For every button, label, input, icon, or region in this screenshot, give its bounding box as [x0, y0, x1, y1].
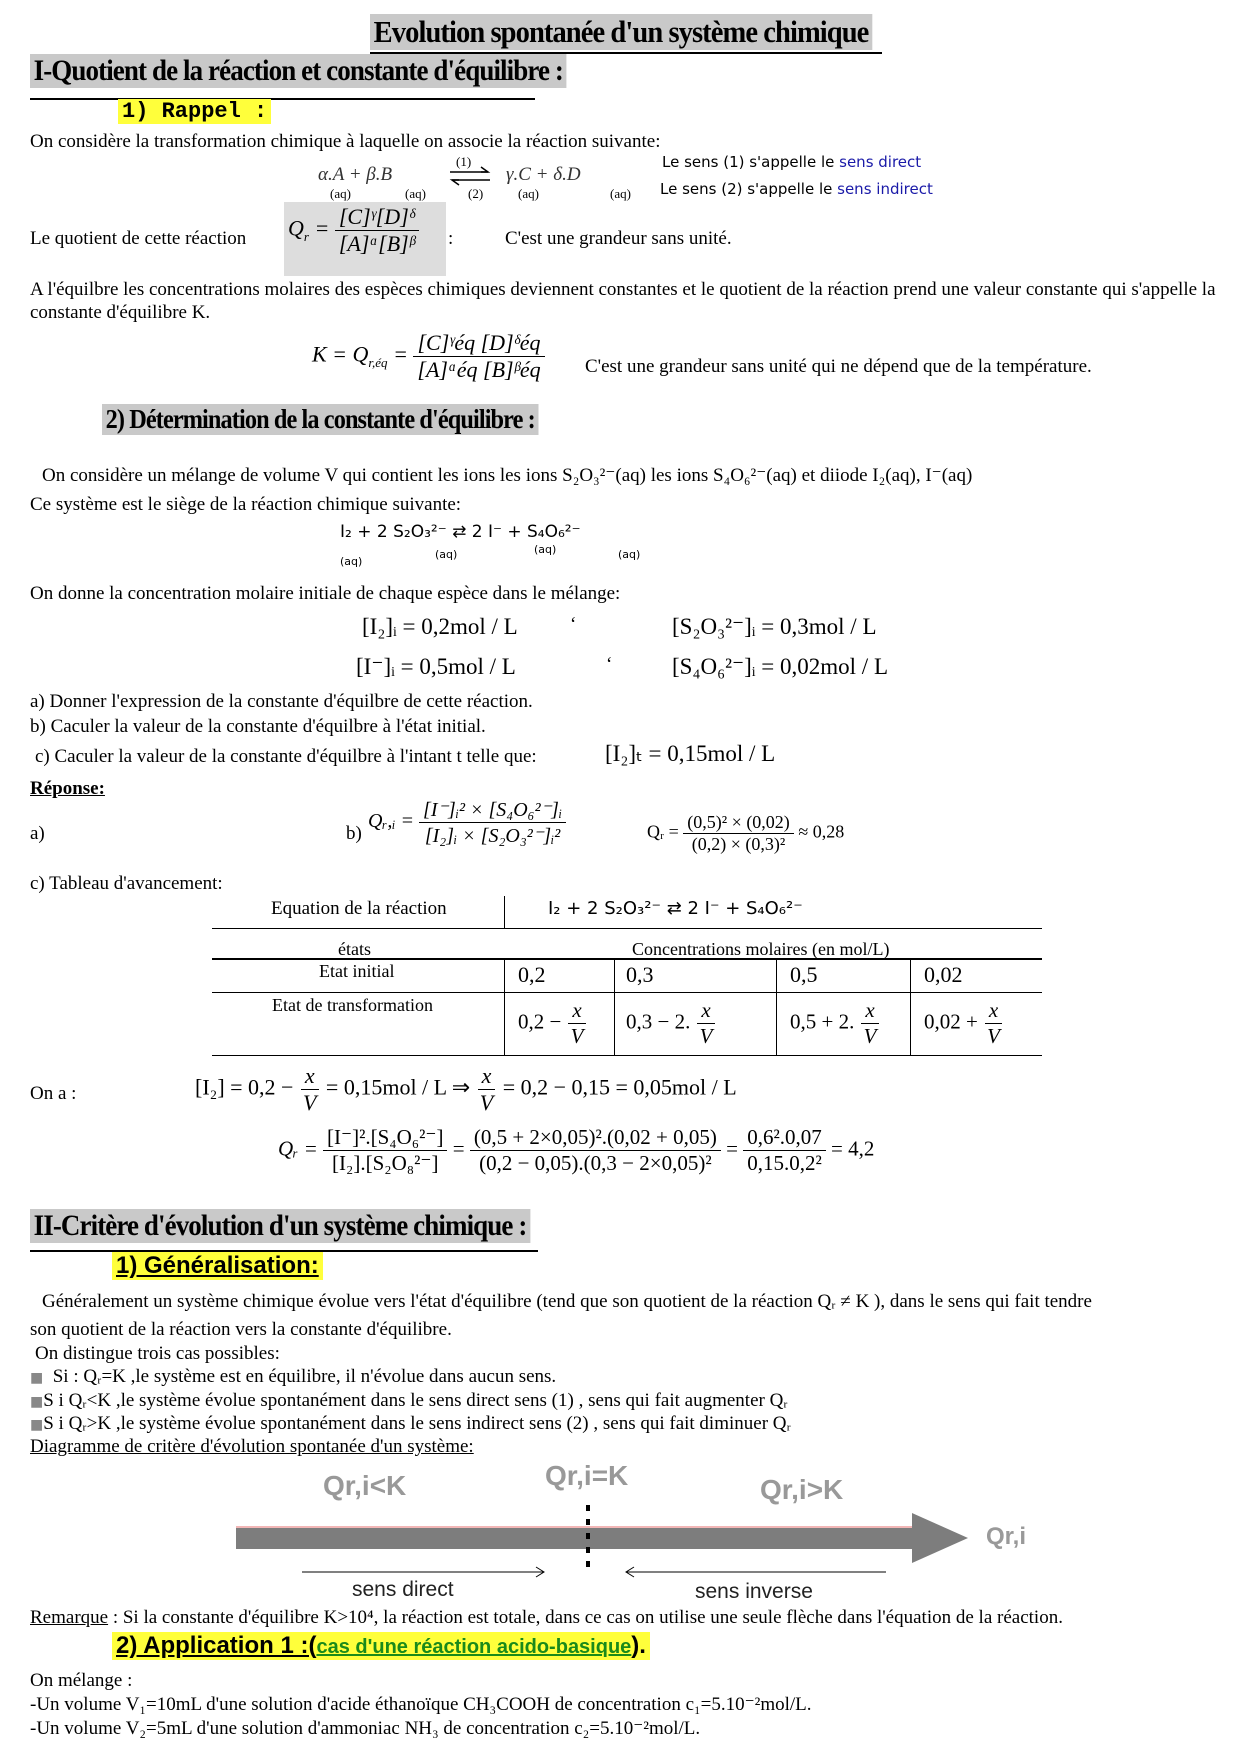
table-cell-r2-c3: 0,5 + 2. $\frac{x}{V}$: [790, 998, 880, 1049]
gen-text-2: son quotient de la réaction vers la constante d'équilibre.: [30, 1319, 452, 1340]
arrow-top-label: (1): [456, 154, 472, 169]
app-mix: On mélange :: [30, 1670, 133, 1691]
conc-i2: [I₂]ᵢ = 0,2mol / L: [362, 614, 518, 639]
app-v2: -Un volume V₂=5mL d'une solution d'ammoniac NH₃ de concentration c₂=5.10⁻²mol/L.: [30, 1718, 701, 1739]
conc-i-: [I⁻]ᵢ = 0,5mol / L: [356, 654, 516, 679]
quotient-label: Le quotient de cette réaction: [30, 228, 247, 249]
table-cell-r2-c1: 0,2 − $\frac{x}{V}$: [518, 998, 587, 1049]
system-text: Ce système est le siège de la réaction chimique suivante:: [30, 494, 462, 515]
bullet-icon: ■: [30, 1370, 44, 1386]
reponse-label: Réponse:: [30, 778, 105, 799]
table-eq-divider: [504, 896, 505, 928]
table-equation: I₂ + 2 S₂O₃²⁻ ⇄ 2 I⁻ + S₄O₆²⁻: [548, 898, 803, 919]
conc-intro: On donne la concentration molaire initiale de chaque espèce dans le mélange:: [30, 583, 621, 604]
table-cell-r1-c2: 0,3: [626, 962, 654, 987]
reaction-aq-2: (aq): [435, 548, 458, 561]
tableau-label: c) Tableau d'avancement:: [30, 873, 223, 894]
sens-indirect-label: sens indirect: [837, 180, 933, 198]
table-line-1: [212, 928, 1042, 929]
question-a: a) Donner l'expression de la constante d'équilbre de cette réaction.: [30, 691, 533, 712]
aq-d: (aq): [610, 186, 631, 201]
table-col-divider-2: [614, 958, 615, 1055]
table-cell-r2-c4: 0,02 + $\frac{x}{V}$: [924, 998, 1004, 1049]
qr-unit-note: C'est une grandeur sans unité.: [505, 228, 732, 249]
aq-b: (aq): [405, 186, 426, 201]
question-c: c) Caculer la valeur de la constante d'équilbre à l'intant t telle que:: [35, 746, 537, 767]
conc-s2o3: [S₂O₃²⁻]ᵢ = 0,3mol / L: [672, 614, 877, 639]
mix-text: On considère un mélange de volume V qui contient les ions les ions S₂O₃²⁻(aq) les ions S₄O₆²⁻(aq) et diiode I₂(aq), I⁻(aq): [42, 465, 973, 486]
comma-1: ‘: [570, 614, 577, 635]
diagram-mid-label: Qr,i=K: [545, 1460, 629, 1491]
answer-b-numeric: Qᵣ = $\frac{\text{(0,5)² × (0,02)}}{\text{(0,2) × (0,3)²}}$ ≈ 0,28: [647, 812, 845, 854]
table-line-2: [212, 958, 1042, 960]
question-c-condition: [I₂]ₜ = 0,15mol / L: [605, 741, 776, 766]
case-1: ■ Si : Qᵣ=K ,le système est en équilibre, il n'évolue dans aucun sens.: [30, 1366, 557, 1387]
general-reaction-rhs: γ.C + δ.D: [506, 164, 581, 185]
page-title: Evolution spontanée d'un système chimique: [370, 14, 872, 50]
aq-c: (aq): [518, 186, 539, 201]
table-cell-r1-c3: 0,5: [790, 962, 818, 987]
sens1-note: Le sens (1) s'appelle le sens direct: [662, 153, 922, 171]
table-cell-r1-c1: 0,2: [518, 962, 546, 987]
k-note: C'est une grandeur sans unité qui ne dépend que de la température.: [585, 356, 1092, 377]
cases-intro: On distingue trois cas possibles:: [35, 1343, 280, 1364]
table-cell-r2-c2: 0,3 − 2. $\frac{x}{V}$: [626, 998, 716, 1049]
qr-final-equation: Qᵣ = $\frac{\text{[I⁻]².[S₄O₆²⁻]}}{\text{[I₂].[S₂O₈²⁻]}}$ = $\frac{\text{(0,5 + 2×0,05)².(0,02 + 0,05)}}{\text{(0,2 − 0,05).(0,3 − 2×0,05)²}}$ = $\frac{\text{0,6².0,07}}{\text{0,15.0,2²}}$ = 4,2: [278, 1125, 875, 1175]
sens-direct-arrow: [300, 1565, 550, 1579]
gen-text-1: Généralement un système chimique évolue vers l'état d'équilibre (tend que son quotient de la réaction Qᵣ ≠ K ), dans le sens qui fait tendre: [42, 1291, 1092, 1312]
intro-text: On considère la transformation chimique à laquelle on associe la réaction suivante:: [30, 131, 661, 152]
answer-b-label: b): [346, 823, 362, 844]
diagram-left-label: Qr,i<K: [323, 1470, 407, 1501]
answer-b-formula: Qᵣ,ᵢ = $\frac{\text{[I⁻]ᵢ² × [S₄O₆²⁻]ᵢ}}{\text{[I₂]ᵢ × [S₂O₃²⁻]ᵢ²}}$: [368, 797, 566, 848]
ona-label: On a :: [30, 1083, 77, 1104]
question-b: b) Caculer la valeur de la constante d'équilbre à l'état initial.: [30, 716, 486, 737]
general-reaction-lhs: α.A + β.B: [318, 164, 393, 185]
reaction-aq-4: (aq): [618, 548, 641, 561]
arrow-bottom-label: (2): [468, 186, 484, 201]
qr-formula: $Q_r$ = $\frac{\text{[C]ᵞ[D]ᵟ}}{\text{[A]ᵅ[B]ᵝ}}$: [288, 204, 419, 257]
thiosulfate-reaction: I₂ + 2 S₂O₃²⁻ ⇄ 2 I⁻ + S₄O₆²⁻: [340, 522, 581, 542]
bullet-icon: ■: [30, 1417, 44, 1433]
equilibrium-text: A l'équilbre les concentrations molaires des espèces chimiques deviennent constantes et le quotient de la réaction prend une valeur constante qui s'appelle la constante d'équilibre K.: [30, 279, 1216, 323]
table-row1-label: Etat initial: [319, 961, 395, 981]
table-line-3: [212, 992, 1042, 993]
reaction-aq-1: (aq): [340, 555, 363, 568]
table-etats: états: [338, 939, 371, 959]
app-v1: -Un volume V₁=10mL d'une solution d'acide éthanoïque CH₃COOH de concentration c₁=5.10⁻²mol/L.: [30, 1694, 812, 1715]
remarque: Remarque : Si la constante d'équilibre K>10⁴, la réaction est totale, dans ce cas on utilise une seule flèche dans l'équation de la réaction.: [30, 1607, 1063, 1628]
application-heading: 2) Application 1 :(cas d'une réaction acido-basique).: [112, 1632, 650, 1660]
rappel-heading: 1) Rappel :: [118, 99, 271, 124]
ona-equation: [I₂] = 0,2 − $\frac{x}{V}$ = 0,15mol / L ⇒ $\frac{x}{V}$ = 0,2 − 0,15 = 0,05mol / L: [195, 1063, 737, 1115]
section2-heading: 2) Détermination de la constante d'équilibre :: [102, 404, 538, 435]
double-arrow-icon: [448, 166, 492, 188]
conc-s4o6: [S₄O₆²⁻]ᵢ = 0,02mol / L: [672, 654, 888, 679]
answer-a-label: a): [30, 823, 45, 844]
sens-inverse-arrow: [620, 1565, 890, 1579]
table-row2-label: Etat de transformation: [272, 995, 433, 1015]
table-eq-label: Equation de la réaction: [271, 898, 447, 919]
case-2: ■S i Qᵣ<K ,le système évolue spontanément dans le sens direct sens (1) , sens qui fait augmenter Qᵣ: [30, 1390, 788, 1411]
table-col-divider-1: [504, 958, 505, 1055]
diagram-title: Diagramme de critère d'évolution spontanée d'un système:: [30, 1436, 474, 1457]
table-conc-header: Concentrations molaires (en mol/L): [632, 939, 890, 959]
bullet-icon: ■: [30, 1394, 44, 1410]
table-line-4: [212, 1055, 1042, 1056]
sens-direct-label: sens direct: [839, 153, 922, 171]
table-col-divider-3: [776, 958, 777, 1055]
sens-inverse-text: sens inverse: [695, 1580, 813, 1603]
sens2-note: Le sens (2) s'appelle le sens indirect: [660, 180, 933, 198]
aq-a: (aq): [330, 186, 351, 201]
diagram-right-label: Qr,i>K: [760, 1474, 844, 1505]
comma-2: ‘: [606, 654, 613, 675]
sens-direct-text: sens direct: [352, 1578, 454, 1601]
k-formula: $K = Q_{r,éq}$ = $\frac{\text{[C]ᵞéq [D]ᵟéq}}{\text{[A]ᵅéq [B]ᵝéq}}$: [312, 330, 545, 383]
case-3: ■S i Qᵣ>K ,le système évolue spontanément dans le sens indirect sens (2) , sens qui fait diminuer Qᵣ: [30, 1413, 791, 1434]
section1-underline: [30, 98, 535, 100]
table-cell-r1-c4: 0,02: [924, 962, 963, 987]
qr-colon: :: [448, 228, 454, 249]
generalisation-heading: 1) Généralisation:: [112, 1252, 323, 1280]
diagram-axis-label: Qr,i: [986, 1523, 1027, 1550]
section3-heading: II-Critère d'évolution d'un système chimique :: [30, 1209, 530, 1243]
table-col-divider-4: [910, 958, 911, 1055]
reaction-aq-3: (aq): [534, 543, 557, 556]
section1-heading: I-Quotient de la réaction et constante d'équilibre :: [30, 54, 567, 88]
